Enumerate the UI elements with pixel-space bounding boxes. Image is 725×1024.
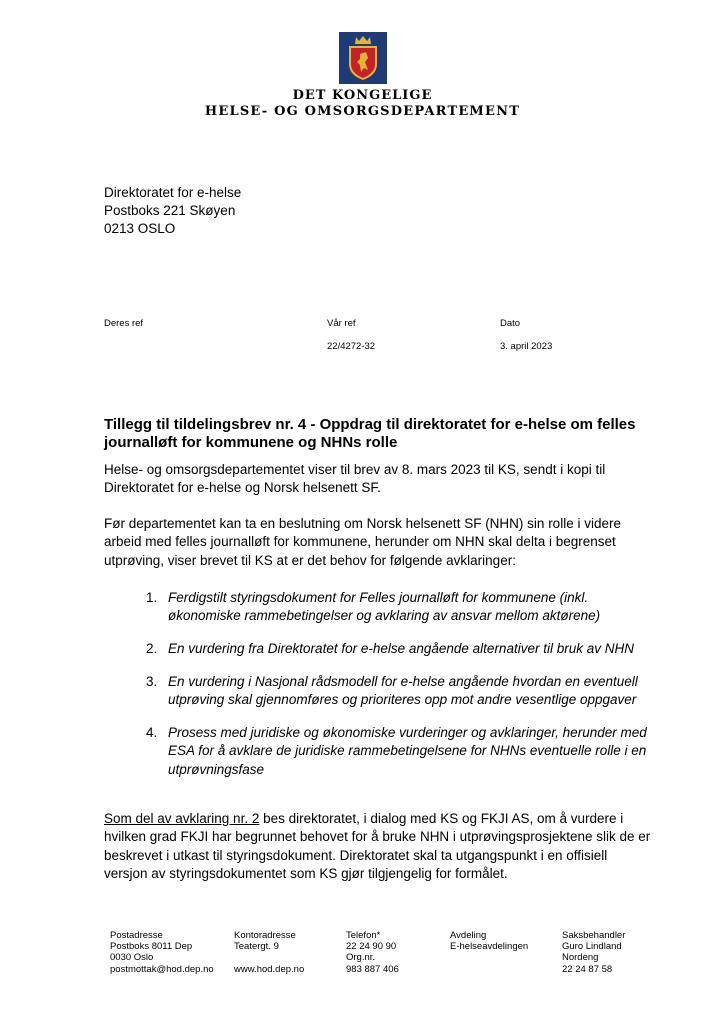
var-ref [327,318,375,353]
department-name-line1: DET KONGELIGE [292,88,433,103]
footer-line: E-helseavdelingen [450,941,529,953]
footer-line: Nordeng [562,952,599,964]
list-text: En vurdering fra Direktoratet for e-helse angående alternativer til bruk av NHN [168,641,634,657]
footer-line: Postboks 8011 Dep [110,941,193,953]
list-text: Ferdigstilt styringsdokument for Felles journalløft for kommunene (inkl. økonomiske rammebetingelser og avklaring av ansvar mellom aktørene) [168,590,601,624]
list-item [146,640,651,658]
paragraph-3-text: bes direktoratet, i dialog med KS og FKJI AS, om å vurdere i hvilken grad FKJI har begrunnet behovet for å bruke NHN i utprøvingsprosjektene slik de er beskrevet i utkast til styringsdokument. Direktoratet skal ta utgangspunkt i en offisiell versjon av styringsdokumentet som KS gjør tilgjengelig for formålet. [104,811,651,881]
deres-ref-label: Deres ref [104,318,144,329]
footer-label: Kontoradresse [234,930,296,941]
footer-postadresse [110,930,214,975]
var-ref-label: Vår ref [327,318,356,329]
footer-line: Teatergt. 9 [234,941,279,953]
footer-line: 22 24 87 58 [562,963,613,975]
footer-label: Saksbehandler [562,930,626,941]
footer-label: Avdeling [450,930,487,941]
footer-saksbehandler [562,930,625,975]
list-number: 1. [146,590,158,605]
recipient-line: Direktoratet for e-helse [104,185,242,200]
list-item [146,673,651,710]
deres-ref [104,318,143,330]
footer-line: 0030 Oslo [110,952,154,964]
list-number: 4. [146,724,158,740]
dato-value: 3. april 2023 [500,341,553,352]
dato-label: Dato [500,318,521,329]
list-text: En vurdering i Nasjonal rådsmodell for e-helse angående hvordan en eventuell utprøving skal gjennomføres og prioriteres opp mot andre vesentlige oppgaver [168,673,638,708]
footer-kontoradresse [234,930,304,975]
paragraph-3 [104,810,652,883]
footer-line: 22 24 90 90 [346,941,397,953]
list-text: Prosess med juridiske og økonomiske vurderinger og avklaringer, herunder med ESA for å avklare de juridiske rammebetingelsene for NHNs eventuelle rolle i en utprøvningsfase [168,724,647,777]
letterhead [0,32,725,120]
clarification-list [146,589,651,793]
recipient-address [104,184,241,238]
list-number: 3. [146,673,158,689]
list-number: 2. [146,641,158,657]
list-item [146,724,651,779]
recipient-line: 0213 OSLO [104,221,176,236]
list-item [146,589,651,626]
footer-label: Telefon* [346,930,381,941]
footer-line: postmottak@hod.dep.no [110,963,214,975]
norwegian-coat-of-arms-icon [339,32,387,84]
footer-line [234,952,304,963]
footer-line: www.hod.dep.no [234,963,305,975]
footer-label: Postadresse [110,930,163,941]
paragraph-1: Helse- og omsorgsdepartementet viser til brev av 8. mars 2023 til KS, sendt i kopi til Direktoratet for e-helse og Norsk helsenett SF. [104,462,606,496]
var-ref-value: 22/4272-32 [327,341,376,352]
letter-title: Tillegg til tildelingsbrev nr. 4 - Oppdrag til direktoratet for e-helse om felles journalløft for kommunene og NHNs rolle [104,416,636,451]
footer-avdeling [450,930,528,952]
recipient-line: Postboks 221 Skøyen [104,203,236,218]
footer-line: Guro Lindland [562,941,622,953]
dato [500,318,552,353]
paragraph-2: Før departementet kan ta en beslutning om Norsk helsenett SF (NHN) sin rolle i videre arbeid med felles journalløft for kommunene, herunder om NHN skal delta i begrenset utprøving, viser brevet til KS at er det behov for følgende avklaringer: [104,516,621,568]
footer-line: Org.nr. [346,952,376,964]
footer-line: 983 887 406 [346,963,399,975]
underlined-reference: Som del av avklaring nr. 2 [104,811,260,826]
footer-telefon [346,930,399,975]
department-name-line2: HELSE- OG OMSORGSDEPARTEMENT [204,104,521,119]
